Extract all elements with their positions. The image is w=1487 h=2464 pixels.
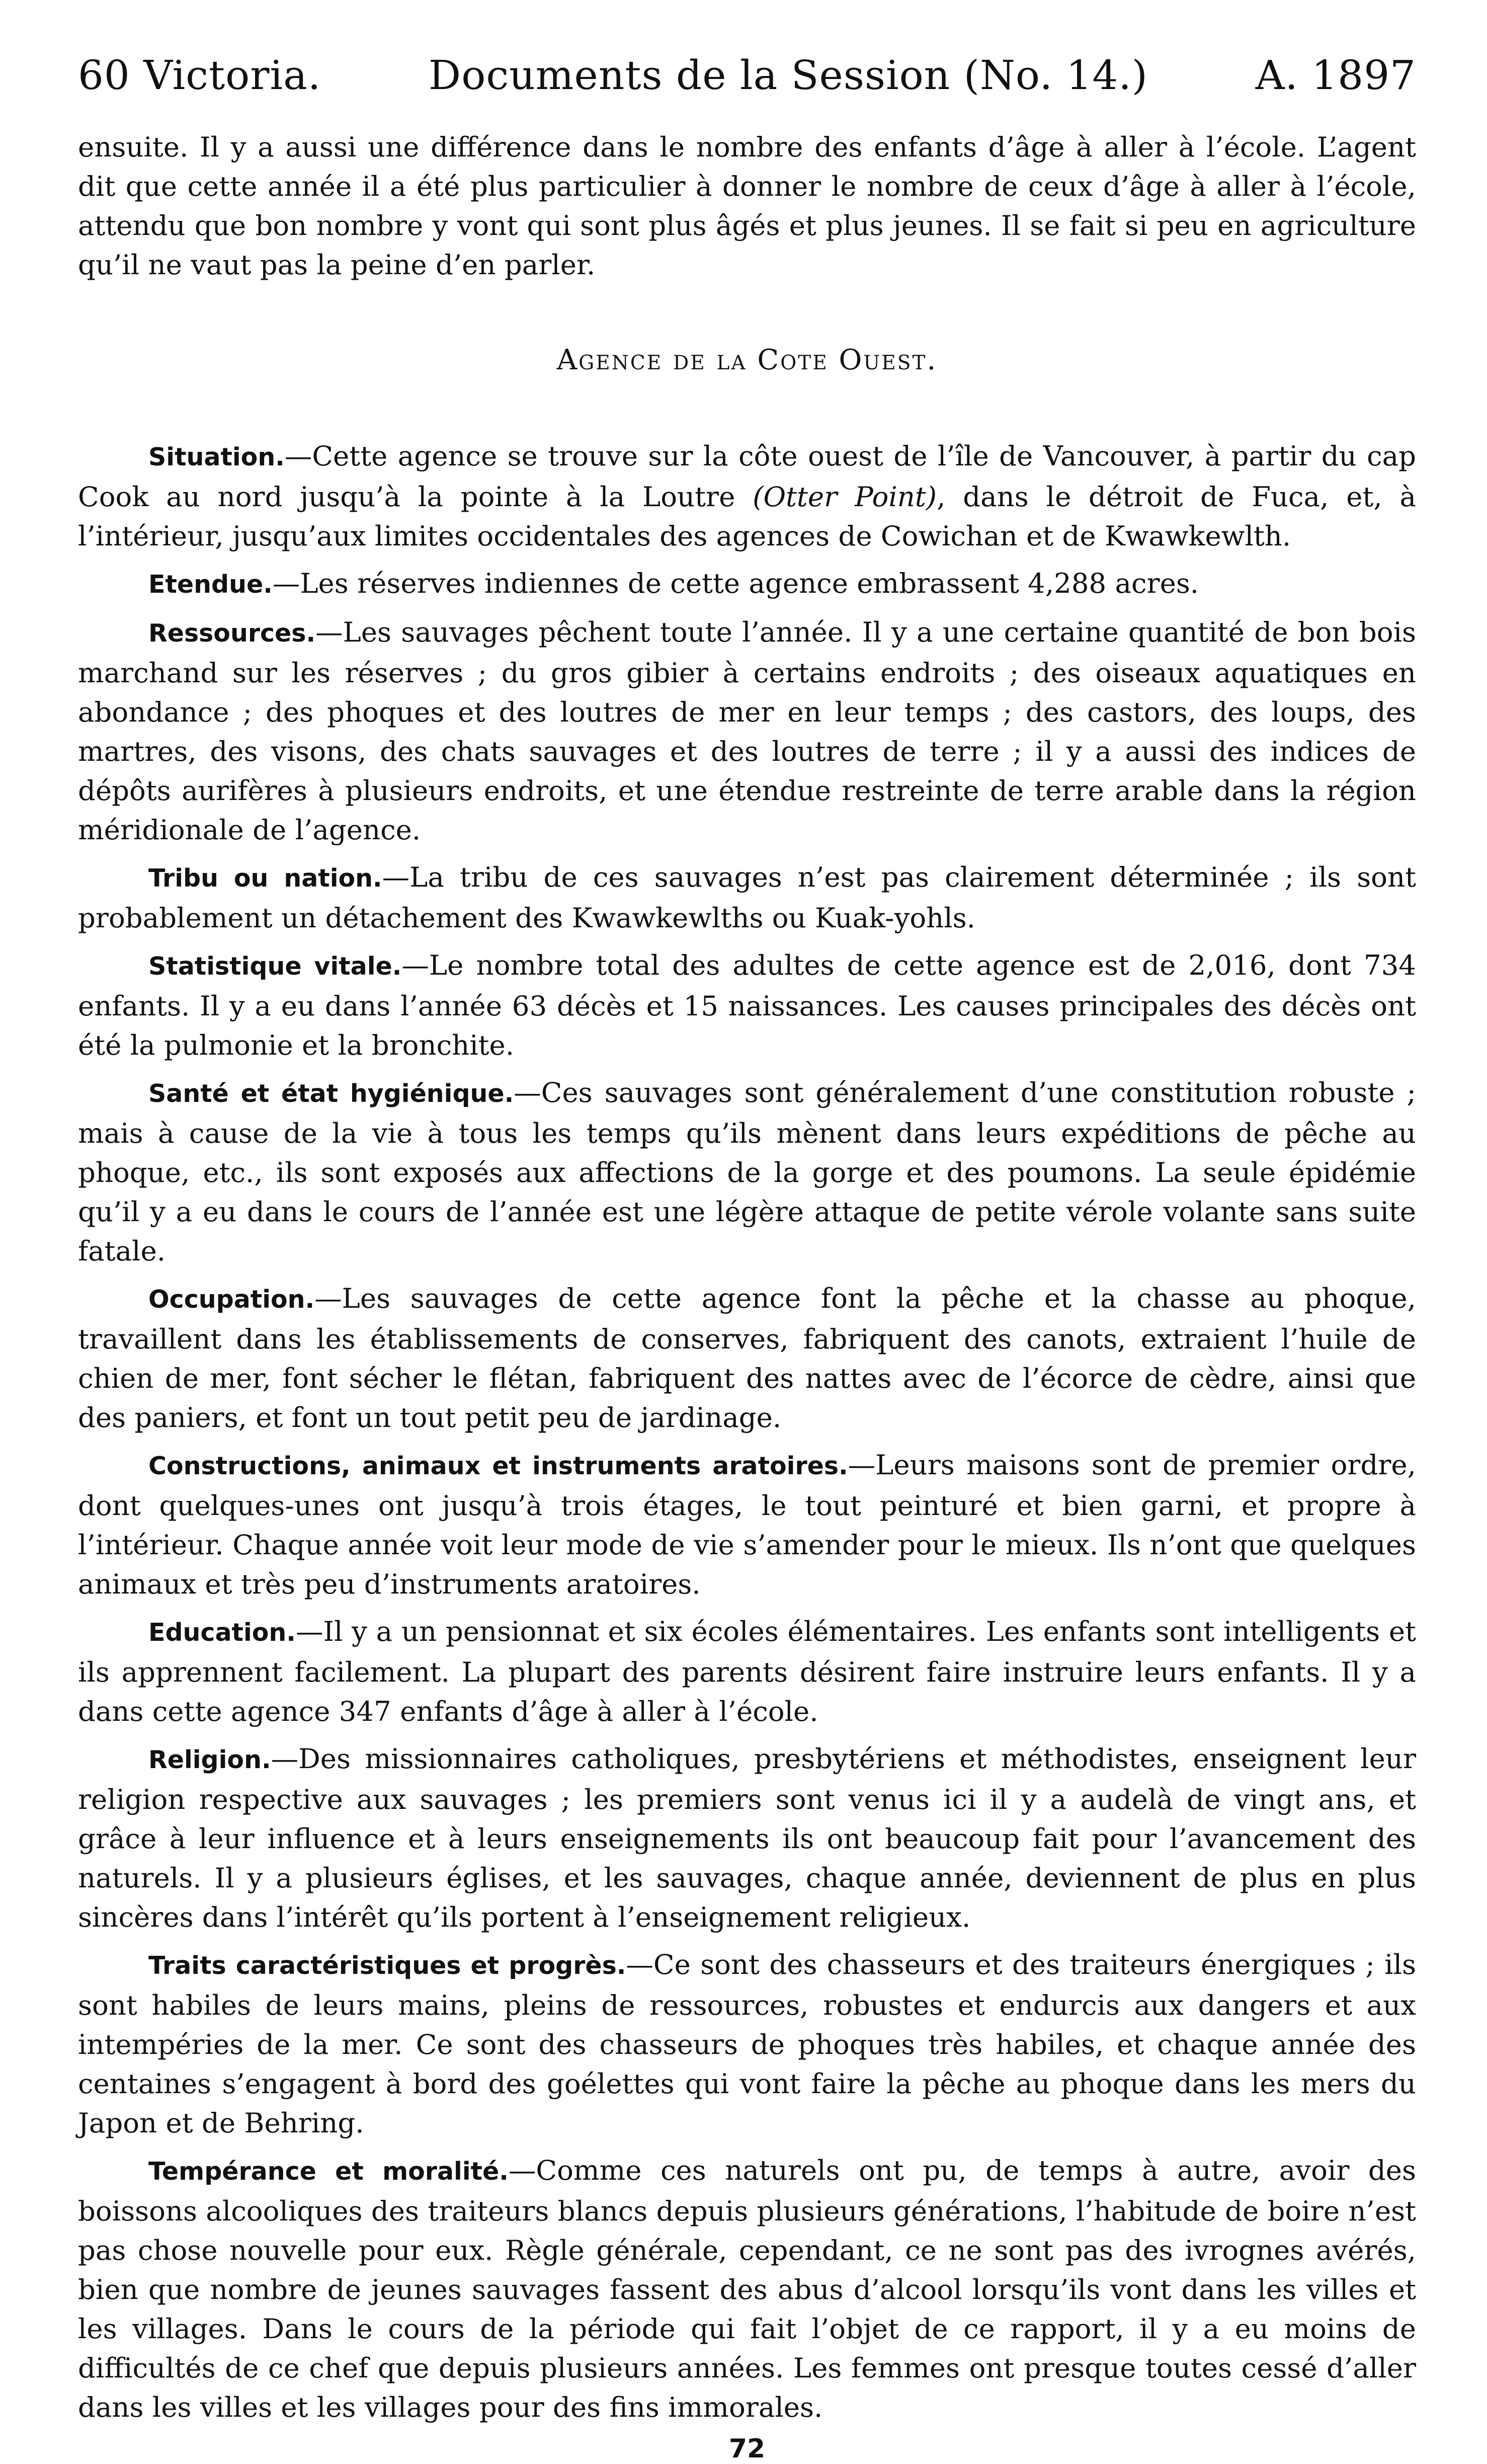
paragraph-lead: Statistique vitale. xyxy=(148,952,402,981)
paragraph-situation xyxy=(78,436,1416,555)
running-header xyxy=(78,48,1416,103)
paragraph-text: —Le nombre total des adultes de cette agence est de 2,016, dont 734 enfants. Il y a eu dans l’année 63 décès et 15 naissances. Les causes principales des décès ont été la pulmonie et la bronchite. xyxy=(78,949,1416,1061)
paragraph-lead: Traits caractéristiques et progrès. xyxy=(148,1951,626,1980)
intro-paragraph: ensuite. Il y a aussi une différence dans le nombre des enfants d’âge à aller à l’école. L’agent dit que cette année il a été plus particulier à donner le nombre de ceux d’âge à aller à l’école, attendu que bon nombre y vont qui sont plus âgés et plus jeunes. Il se fait si peu en agriculture qu’il ne vaut pas la peine d’en parler. xyxy=(78,131,1416,281)
header-title: Documents de la Session (No. 14.) xyxy=(429,52,1148,99)
paragraph-text: —La tribu de ces sauvages n’est pas clairement déterminée ; ils sont probablement un détachement des Kwawkewlths ou Kuak-yohls. xyxy=(78,861,1416,934)
paragraph-lead: Ressources. xyxy=(148,619,316,648)
paragraph-italic: (Otter Point) xyxy=(753,481,937,513)
paragraph-text: —Il y a un pensionnat et six écoles élémentaires. Les enfants sont intelligents et ils apprennent facilement. La plupart des parents désirent faire instruire leurs enfants. Il y a dans cette agence 347 enfants d’âge à aller à l’école. xyxy=(78,1615,1416,1727)
paragraph-text: —Les sauvages de cette agence font la pêche et la chasse au phoque, travaillent dans les établissements de conserves, fabriquent des canots, extraient l’huile de chien de mer, font sécher le flétan, fabriquent des nattes avec de l’écorce de cèdre, ainsi que des paniers, et font un tout petit peu de jardinage. xyxy=(78,1282,1416,1434)
paragraph-constructions xyxy=(78,1445,1416,1604)
header-year: A. 1897 xyxy=(1255,52,1416,99)
paragraph-education xyxy=(78,1612,1416,1731)
paragraph-text: , dans le détroit de Fuca, et, à l’intérieur, jusqu’aux limites occidentales des agences de Cowichan et de Kwawkewlth. xyxy=(78,481,1417,552)
document-page xyxy=(78,48,1416,2464)
paragraph-tribu xyxy=(78,857,1416,937)
paragraph-text: —Cette agence se trouve sur la côte ouest de l’île de Vancouver, à partir du cap Cook au nord jusqu’à la pointe à la Loutre xyxy=(78,440,1416,513)
paragraph-text: —Des missionnaires catholiques, presbytériens et méthodistes, enseignent leur religion respective aux sauvages ; les premiers sont venus ici il y a audelà de vingt ans, et grâce à leur influence et à leurs enseignements ils ont beaucoup fait pour l’avancement des naturels. Il y a plusieurs églises, et les sauvages, chaque année, deviennent de plus en plus sincères dans l’intérêt qu’ils portent à l’enseignement religieux. xyxy=(78,1742,1416,1933)
paragraph-lead: Constructions, animaux et instruments aratoires. xyxy=(148,1452,848,1480)
paragraph-lead: Santé et état hygiénique. xyxy=(148,1079,514,1108)
paragraph-text: —Les sauvages pêchent toute l’année. Il y a une certaine quantité de bon bois marchand sur les réserves ; du gros gibier à certains endroits ; des oiseaux aquatiques en abondance ; des phoques et des loutres de mer en leur temps ; des castors, des loups, des martres, des visons, des chats sauvages et des loutres de terre ; il y a aussi des indices de dépôts aurifères à plusieurs endroits, et une étendue restreinte de terre arable dans la région méridionale de l’agence. xyxy=(78,616,1416,846)
paragraph-lead: Religion. xyxy=(148,1745,271,1774)
paragraph-lead: Tempérance et moralité. xyxy=(148,2157,509,2186)
paragraph-lead: Situation. xyxy=(148,443,285,471)
paragraph-lead: Tribu ou nation. xyxy=(148,864,382,893)
paragraph-text: —Comme ces naturels ont pu, de temps à autre, avoir des boissons alcooliques des traiteurs blancs depuis plusieurs générations, l’habitude de boire n’est pas chose nouvelle pour eux. Règle générale, cependant, ce ne sont pas des ivrognes avérés, bien que nombre de jeunes sauvages fassent des abus d’alcool lorsqu’ils vont dans les villes et les villages. Dans le cours de la période qui fait l’objet de ce rapport, il y a eu moins de difficultés de ce chef que depuis plusieurs années. Les femmes ont presque toutes cessé d’aller dans les villes et les villages pour des fins immorales. xyxy=(78,2154,1416,2423)
paragraph-traits xyxy=(78,1945,1416,2142)
section-heading: Agence de la Cote Ouest. xyxy=(556,344,938,376)
paragraph-text: —Les réserves indiennes de cette agence embrassent 4,288 acres. xyxy=(272,567,1199,599)
paragraph-lead: Occupation. xyxy=(148,1285,315,1314)
paragraph-text: —Ce sont des chasseurs et des traiteurs énergiques ; ils sont habiles de leurs mains, pleins de ressources, robustes et endurcis aux dangers et aux intempéries de la mer. Ce sont des chasseurs de phoques très habiles, et chaque année des centaines s’engagent à bord des goélettes qui vont faire la pêche au phoque dans les mers du Japon et de Behring. xyxy=(78,1948,1416,2139)
paragraph-occupation xyxy=(78,1279,1416,1437)
paragraph-ressources xyxy=(78,612,1416,849)
paragraph-lead: Etendue. xyxy=(148,570,273,599)
header-session: 60 Victoria. xyxy=(78,52,321,99)
body-text xyxy=(78,127,1416,2427)
paragraph-text: —Ces sauvages sont généralement d’une constitution robuste ; mais à cause de la vie à tous les temps qu’ils mènent dans leurs expéditions de pêche au phoque, etc., ils sont exposés aux affections de la gorge et des poumons. La seule épidémie qu’il y a eu dans le cours de l’année est une légère attaque de petite vérole volante sans suite fatale. xyxy=(78,1076,1416,1267)
paragraph-temperance xyxy=(78,2151,1416,2427)
paragraph-text: —Leurs maisons sont de premier ordre, dont quelques-unes ont jusqu’à trois étages, le tout peinturé et bien garni, et propre à l’intérieur. Chaque année voit leur mode de vie s’amender pour le mieux. Ils n’ont que quelques animaux et très peu d’instruments aratoires. xyxy=(78,1449,1416,1600)
paragraph-statistique xyxy=(78,945,1416,1065)
paragraph-religion xyxy=(78,1739,1416,1937)
page-number: 72 xyxy=(728,2434,766,2464)
paragraph-lead: Education. xyxy=(148,1618,296,1647)
paragraph-etendue xyxy=(78,564,1416,604)
paragraph-sante xyxy=(78,1073,1416,1270)
